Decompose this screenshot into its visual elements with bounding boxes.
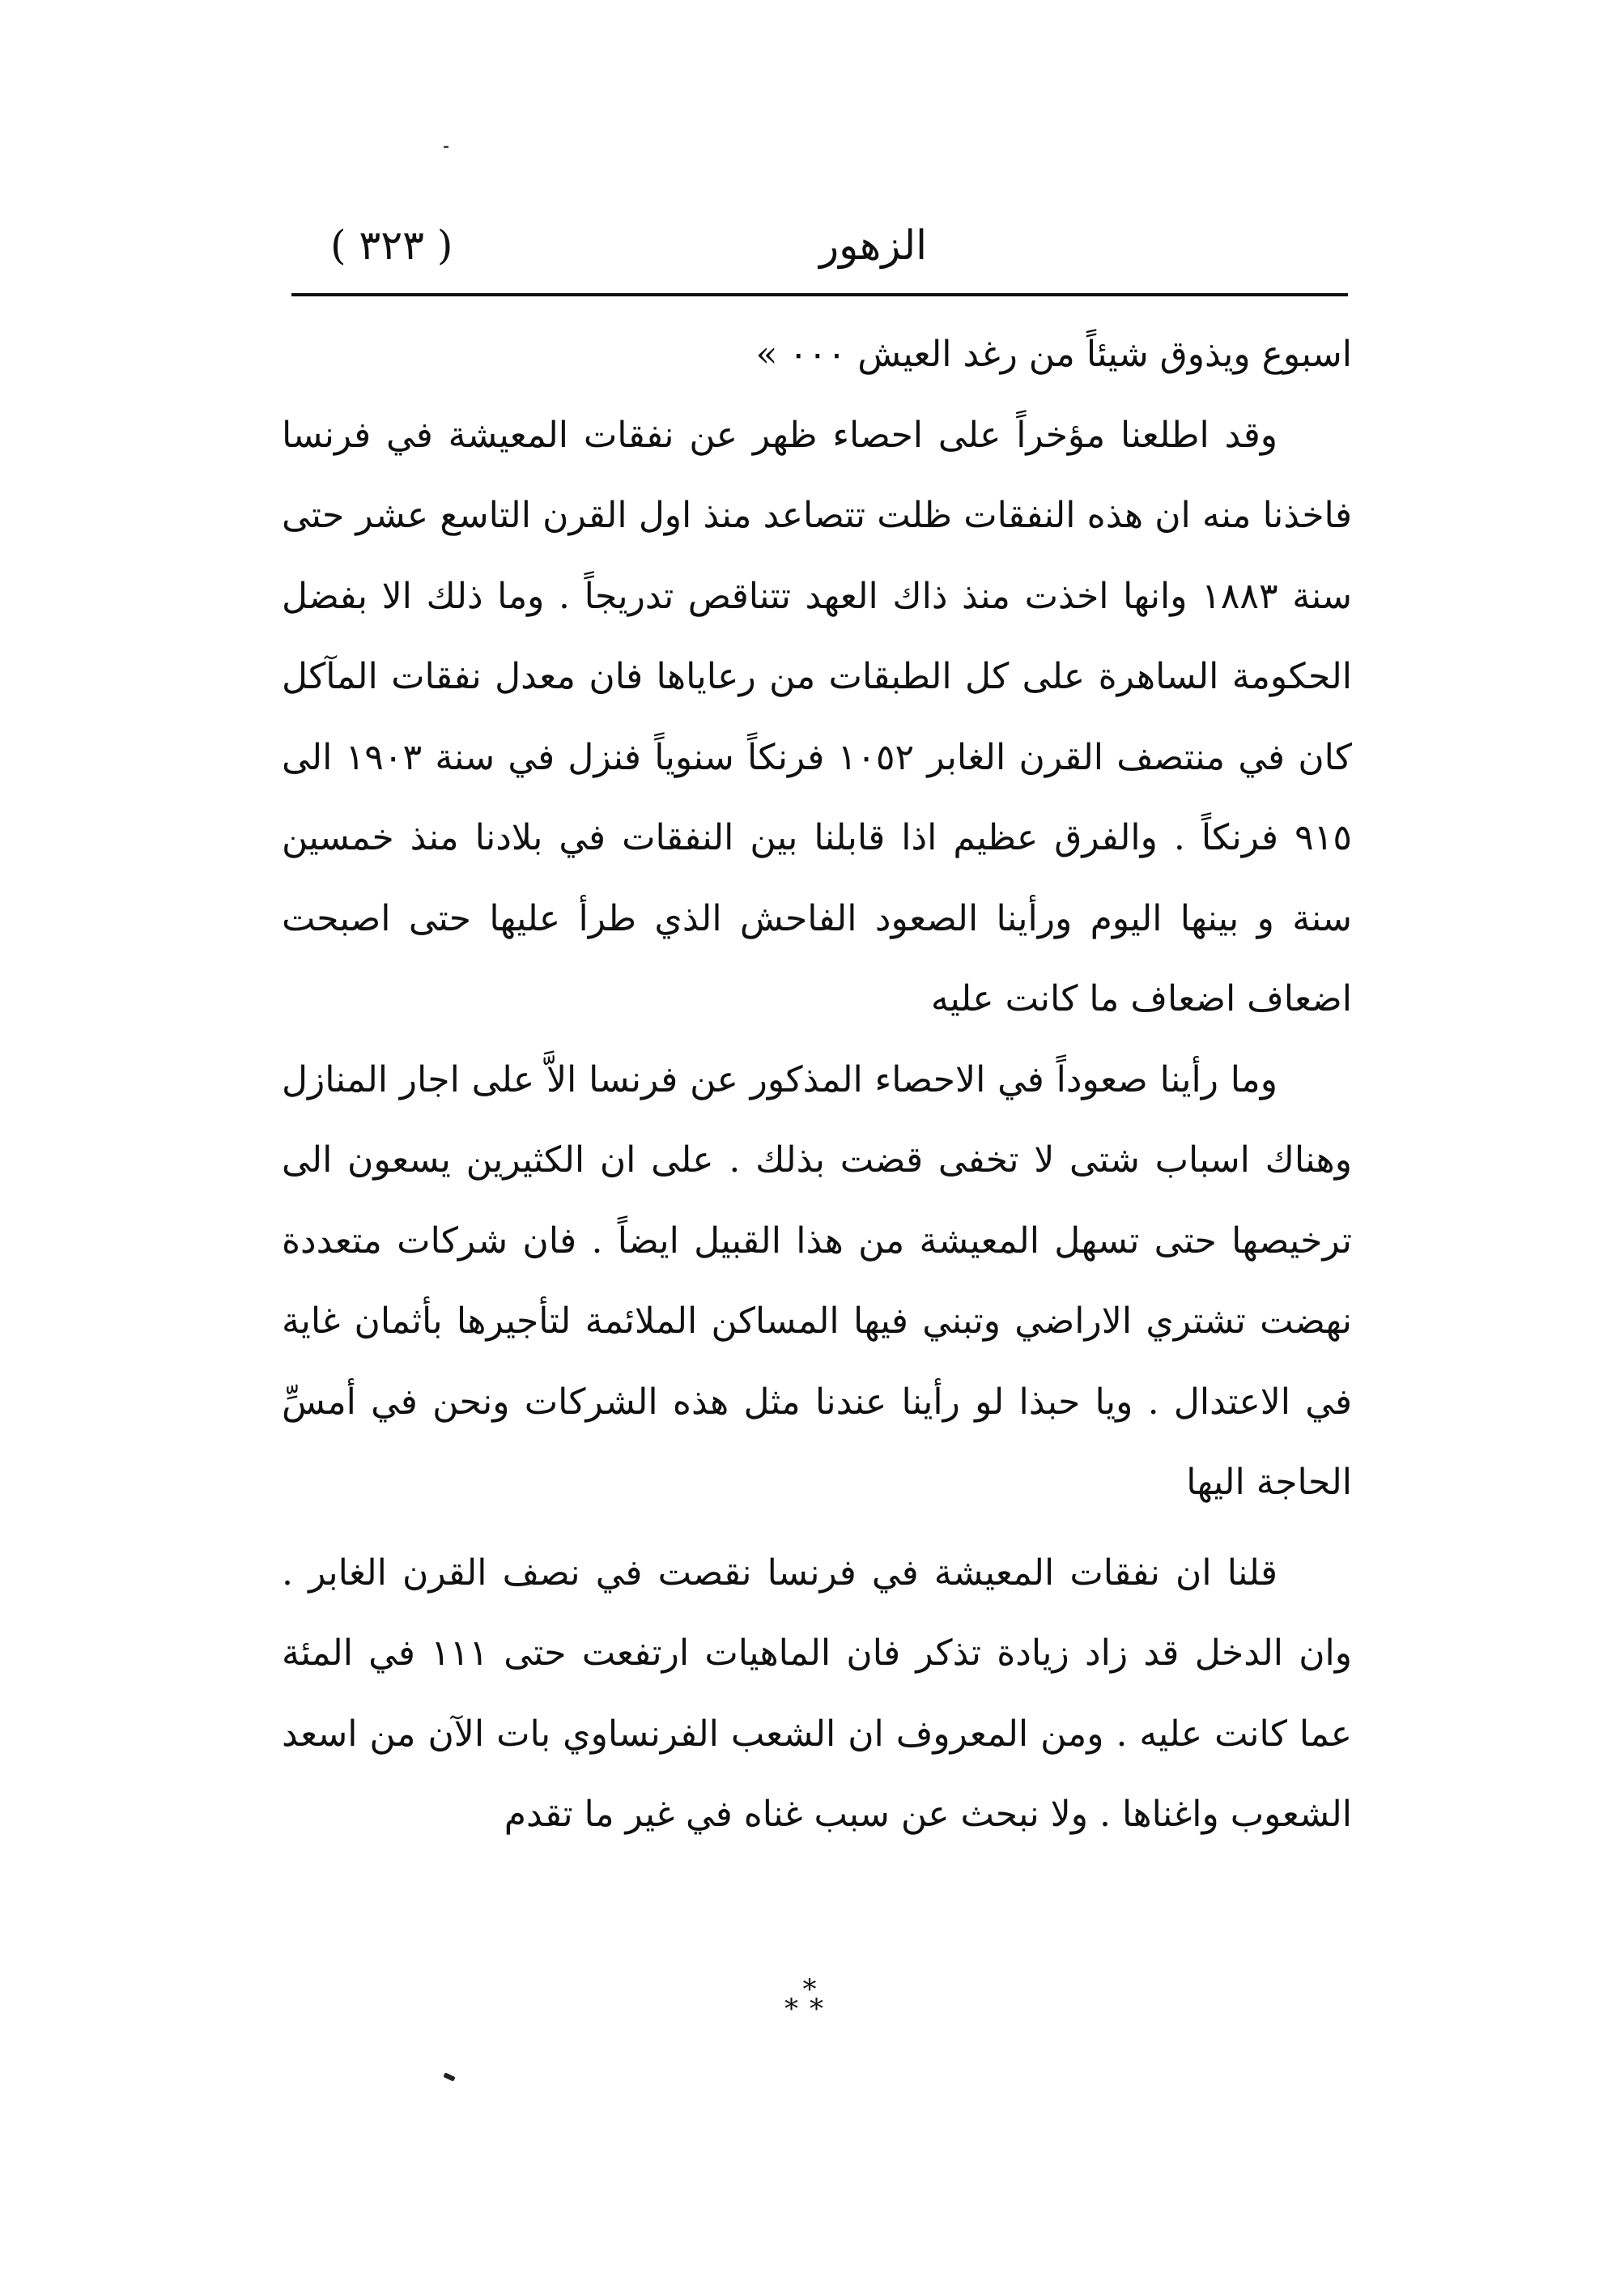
body-text [282, 314, 1352, 1855]
running-title: الزهور [818, 222, 927, 269]
ornament-star-left: * [784, 1993, 810, 2025]
print-speck-top [444, 146, 449, 148]
ornament-star-right: * [810, 1993, 835, 2025]
ornament-star-top: * [802, 1973, 817, 2006]
header-rule [291, 293, 1348, 296]
paragraph-housing-rent: وما رأينا صعوداً في الاحصاء المذكور عن فرنسا الاَّ على اجار المنازل وهناك اسباب شتى لا تخفى قضت بذلك . على ان الكثيرين يسعون الى ترخيصها حتى تسهل المعيشة من هذا القبيل ايضاً . فان شركات متعددة نهضت تشتري الاراضي وتبني فيها المساكن الملائمة لتأجيرها بأثمان غاية في الاعتدال . ويا حبذا لو رأينا عندنا مثل هذه الشركات ونحن في أمسِّ الحاجة اليها [282, 1058, 1352, 1503]
page-number: ( ٣٢٣ ) [330, 222, 453, 269]
page-header [291, 217, 1348, 282]
paragraph-continuation: اسبوع ويذوق شيئاً من رغد العيش ٠٠٠ » [755, 334, 1352, 375]
print-speck [443, 2072, 455, 2081]
paragraph-cost-of-living: وقد اطلعنا مؤخراً على احصاء ظهر عن نفقات المعيشة في فرنسا فاخذنا منه ان هذه النفقات ظلت تتصاعد منذ اول القرن التاسع عشر حتى سنة ١٨٨٣ وانها اخذت منذ ذاك العهد تتناقص تدريجاً . وما ذلك الا بفضل الحكومة الساهرة على كل الطبقات من رعاياها فان معدل نفقات المآكل كان في منتصف القرن الغابر ١٠٥٢ فرنكاً سنوياً فنزل في سنة ١٩٠٣ الى ٩١٥ فرنكاً . والفرق عظيم اذا قابلنا بين النفقات في بلادنا منذ خمسين سنة و بينها اليوم ورأينا الصعود الفاحش الذي طرأ عليها حتى اصبحت اضعاف اضعاف ما كانت عليه [282, 414, 1352, 1019]
ornament-star-row [777, 1995, 842, 2023]
section-ornament [777, 1973, 842, 2032]
paragraph-income: قلنا ان نفقات المعيشة في فرنسا نقصت في نصف القرن الغابر . وان الدخل قد زاد زيادة تذكر فان الماهيات ارتفعت حتى ١١١ في المئة عما كانت عليه . ومن المعروف ان الشعب الفرنساوي بات الآن من اسعد الشعوب واغناها . ولا نبحث عن سبب غناه في غير ما تقدم [282, 1551, 1352, 1835]
